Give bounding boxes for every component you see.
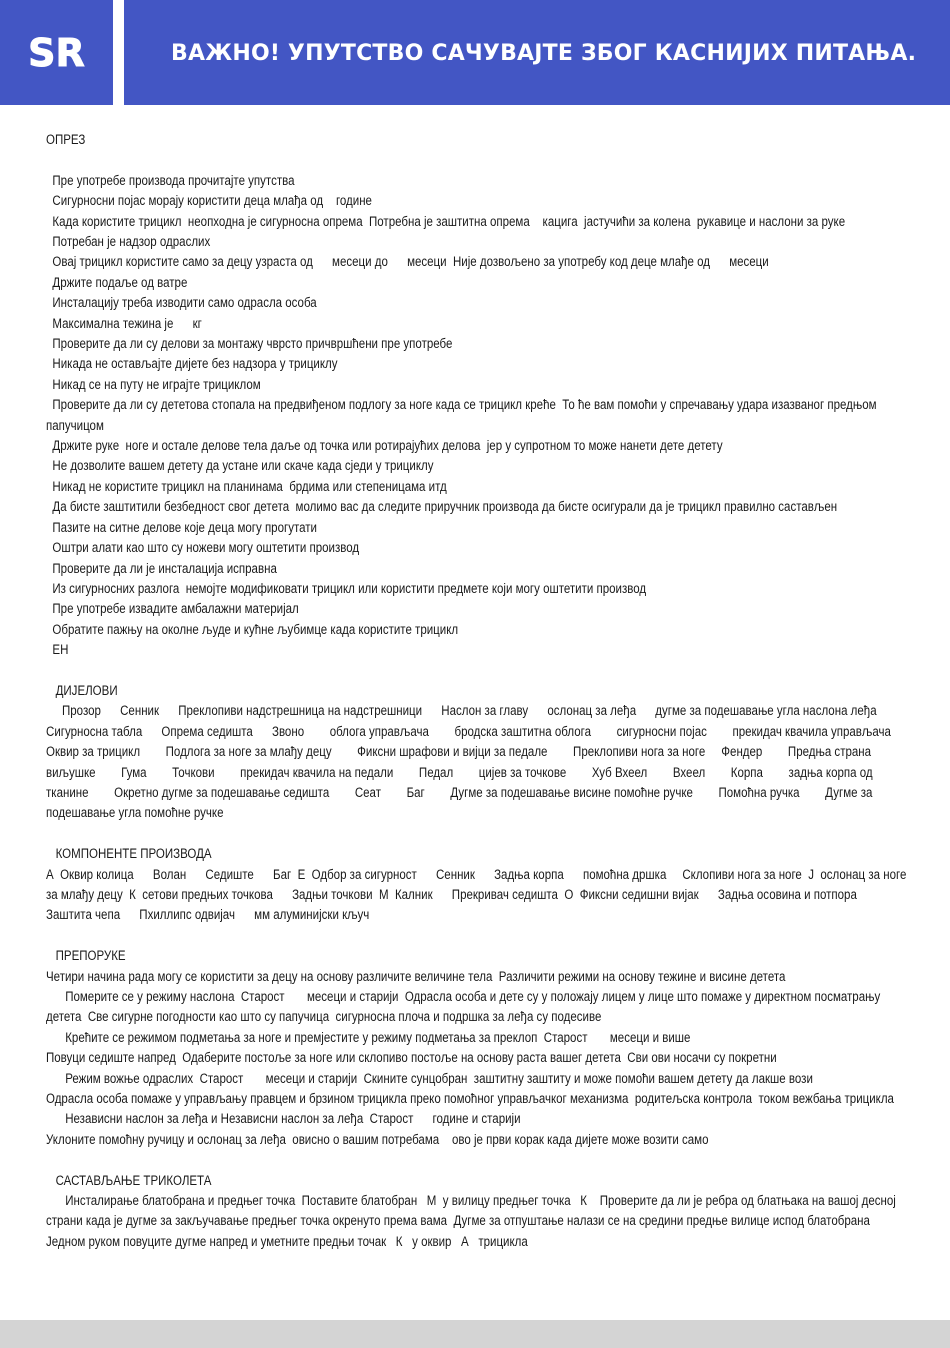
footer-bar bbox=[0, 1320, 950, 1348]
caution-item: Обратите пажњу на околне људе и кућне љубимце када користите трицикл bbox=[46, 621, 459, 637]
recommendations-heading: ПРЕПОРУКЕ bbox=[46, 948, 126, 964]
header-banner bbox=[124, 0, 950, 105]
recommendation-item: Режим вожње одраслих Старост месеци и старији Скините сунцобран заштитну заштиту и може помоћи вашем детету да лакше вози bbox=[46, 1070, 813, 1086]
caution-item: Никада не остављајте дијете без надзора у трициклу bbox=[46, 356, 338, 372]
caution-item: Никад не користите трицикл на планинама брдима или степеницама итд bbox=[46, 478, 447, 494]
recommendations-list bbox=[46, 967, 908, 1151]
caution-item: Максимална тежина је кг bbox=[46, 315, 202, 331]
recommendation-item: Одрасла особа помаже у управљању правцем и брзином трицикла преко помоћног управљачког механизма родитељска контрола током вежбања трицикла bbox=[46, 1091, 894, 1107]
caution-item: Пре употребе производа прочитајте упутства bbox=[46, 172, 295, 188]
caution-item: Из сигурносних разлога немојте модификовати трицикл или користити предмете који могу оштетити производ bbox=[46, 580, 647, 596]
caution-list bbox=[46, 171, 908, 661]
caution-item: Потребан је надзор одраслих bbox=[46, 234, 211, 250]
page-title: ВАЖНО! УПУТСТВО САЧУВАЈТЕ ЗБОГ КАСНИЈИХ ПИТАЊА. bbox=[171, 41, 917, 66]
parts-heading: ДИЈЕЛОВИ bbox=[46, 682, 118, 698]
assembly-heading: САСТАВЉАЊЕ ТРИКОЛЕТА bbox=[46, 1172, 212, 1188]
components-heading: КОМПОНЕНТЕ ПРОИЗВОДА bbox=[46, 846, 212, 862]
recommendation-item: Четири начина рада могу се користити за децу на основу различите величине тела Различити режими на основу тежине и висине детета bbox=[46, 968, 786, 984]
spacer bbox=[46, 661, 908, 681]
spacer bbox=[46, 824, 908, 844]
recommendation-item: Независни наслон за леђа и Независни наслон за леђа Старост године и старији bbox=[46, 1111, 521, 1127]
caution-item: Проверите да ли су дететова стопала на предвиђеном подлогу за ноге када се трицикл креће То ће вам помоћи у спречавању удара изазваног предњом папучицом bbox=[46, 397, 880, 433]
recommendation-item: Уклоните помоћну ручицу и ослонац за леђа овисно о вашим потребама ово је први корак када дијете може возити само bbox=[46, 1131, 709, 1147]
spacer bbox=[46, 150, 908, 170]
document-body bbox=[46, 130, 917, 1252]
language-code: SR bbox=[28, 30, 85, 75]
caution-item: Проверите да ли су делови за монтажу чврсто причвршћени пре употребе bbox=[46, 336, 453, 352]
caution-item: Држите подаље од ватре bbox=[46, 274, 188, 290]
caution-item: Пазите на ситне делове које деца могу прогутати bbox=[46, 519, 317, 535]
components-text: А Оквир колица Волан Седиште Баг Е Одбор за сигурност Сенник Задња корпа помоћна дршка Склопиви нога за ноге Ј ослонац за ноге за млађу децу К сетови предњих точкова Задњи точкови М Калник Прекривач седишта О Фиксни седишни вијак Задња осовина и потпора Заштита чепа Пхиллипс одвијач мм алуминијски кључ bbox=[46, 866, 910, 923]
caution-item: Држите руке ноге и остале делове тела даље од точка или ротирајућих делова јер у супротном то може нанети дете детету bbox=[46, 438, 723, 454]
caution-item: Пре употребе извадите амбалажни материјал bbox=[46, 601, 299, 617]
caution-item: Сигурносни појас морају користити деца млађа од године bbox=[46, 193, 372, 209]
caution-item: Никад се на путу не играјте трициклом bbox=[46, 376, 261, 392]
language-badge bbox=[0, 0, 113, 105]
caution-item: ЕН bbox=[46, 642, 69, 658]
caution-item: Проверите да ли је инсталација исправна bbox=[46, 560, 277, 576]
caution-item: Када користите трицикл неопходна је сигурносна опрема Потребна је заштитна опрема кацига јастучићи за колена рукавице и наслони за руке bbox=[46, 213, 846, 229]
recommendation-item: Померите се у режиму наслона Старост месеци и старији Одрасла особа и дете су у положају лицем у лице што помаже у директном посматрању детета Све сигурне погодности као што су папучица сигурносна плоча и подршка за леђа су подесиве bbox=[46, 989, 884, 1025]
recommendation-item: Крећите се режимом подметања за ноге и премјестите у режиму подметања за преклоп Старост месеци и више bbox=[46, 1029, 691, 1045]
caution-item: Инсталацију треба изводити само одрасла особа bbox=[46, 295, 317, 311]
caution-heading: ОПРЕЗ bbox=[46, 132, 86, 147]
recommendation-item: Повуци седиште напред Одаберите постоље за ноге или склопиво постоље на основу раста вашег детета Сви ови носачи су покретни bbox=[46, 1050, 777, 1066]
caution-item: Да бисте заштитили безбедност свог детета молимо вас да следите приручник производа да бисте осигурали да је трицикл правилно састављен bbox=[46, 499, 838, 515]
spacer bbox=[46, 926, 908, 946]
parts-text: Прозор Сенник Преклопиви надстрешница на надстрешници Наслон за главу ослонац за леђа дугме за подешавање угла наслона леђа Сигурносна табла Опрема седишта Звоно облога управљача бродска заштитна облога сигурносни појас прекидач квачила управљача Оквир за трицикл Подлога за ноге за млађу децу Фиксни шрафови и вијци за педале Преклопиви нога за ноге Фендер Предња страна виљушке Гума Точкови прекидач квачила на педали Педал цијев за точкове Хуб Вхеел Вхеел Корпа задња корпа од тканине Окретно дугме за подешавање седишта Сеат Баг Дугме за подешавање висине помоћне ручке Помоћна ручка Дугме за подешавање угла помоћне ручке bbox=[46, 703, 917, 821]
spacer bbox=[46, 1150, 908, 1170]
caution-item: Не дозволите вашем детету да устане или скаче када сједи у трициклу bbox=[46, 458, 434, 474]
assembly-text: Инсталирање блатобрана и предњег точка Поставите блатобран М у вилицу предњег точка К Проверите да ли је ребра од блатњака на вашој десној страни када је дугме за закључавање предњег точка окренуто према вама Дугме за отпуштање налази се на средини предње вилице испод блатобрана Једном руком повуците дугме напред и уметните предњи точак К у оквир А трицикла bbox=[46, 1193, 900, 1249]
caution-item: Оштри алати као што су ножеви могу оштетити производ bbox=[46, 540, 360, 556]
caution-item: Овај трицикл користите само за децу узраста од месеци до месеци Није дозвољено за употребу код деце млађе од месеци bbox=[46, 254, 769, 270]
